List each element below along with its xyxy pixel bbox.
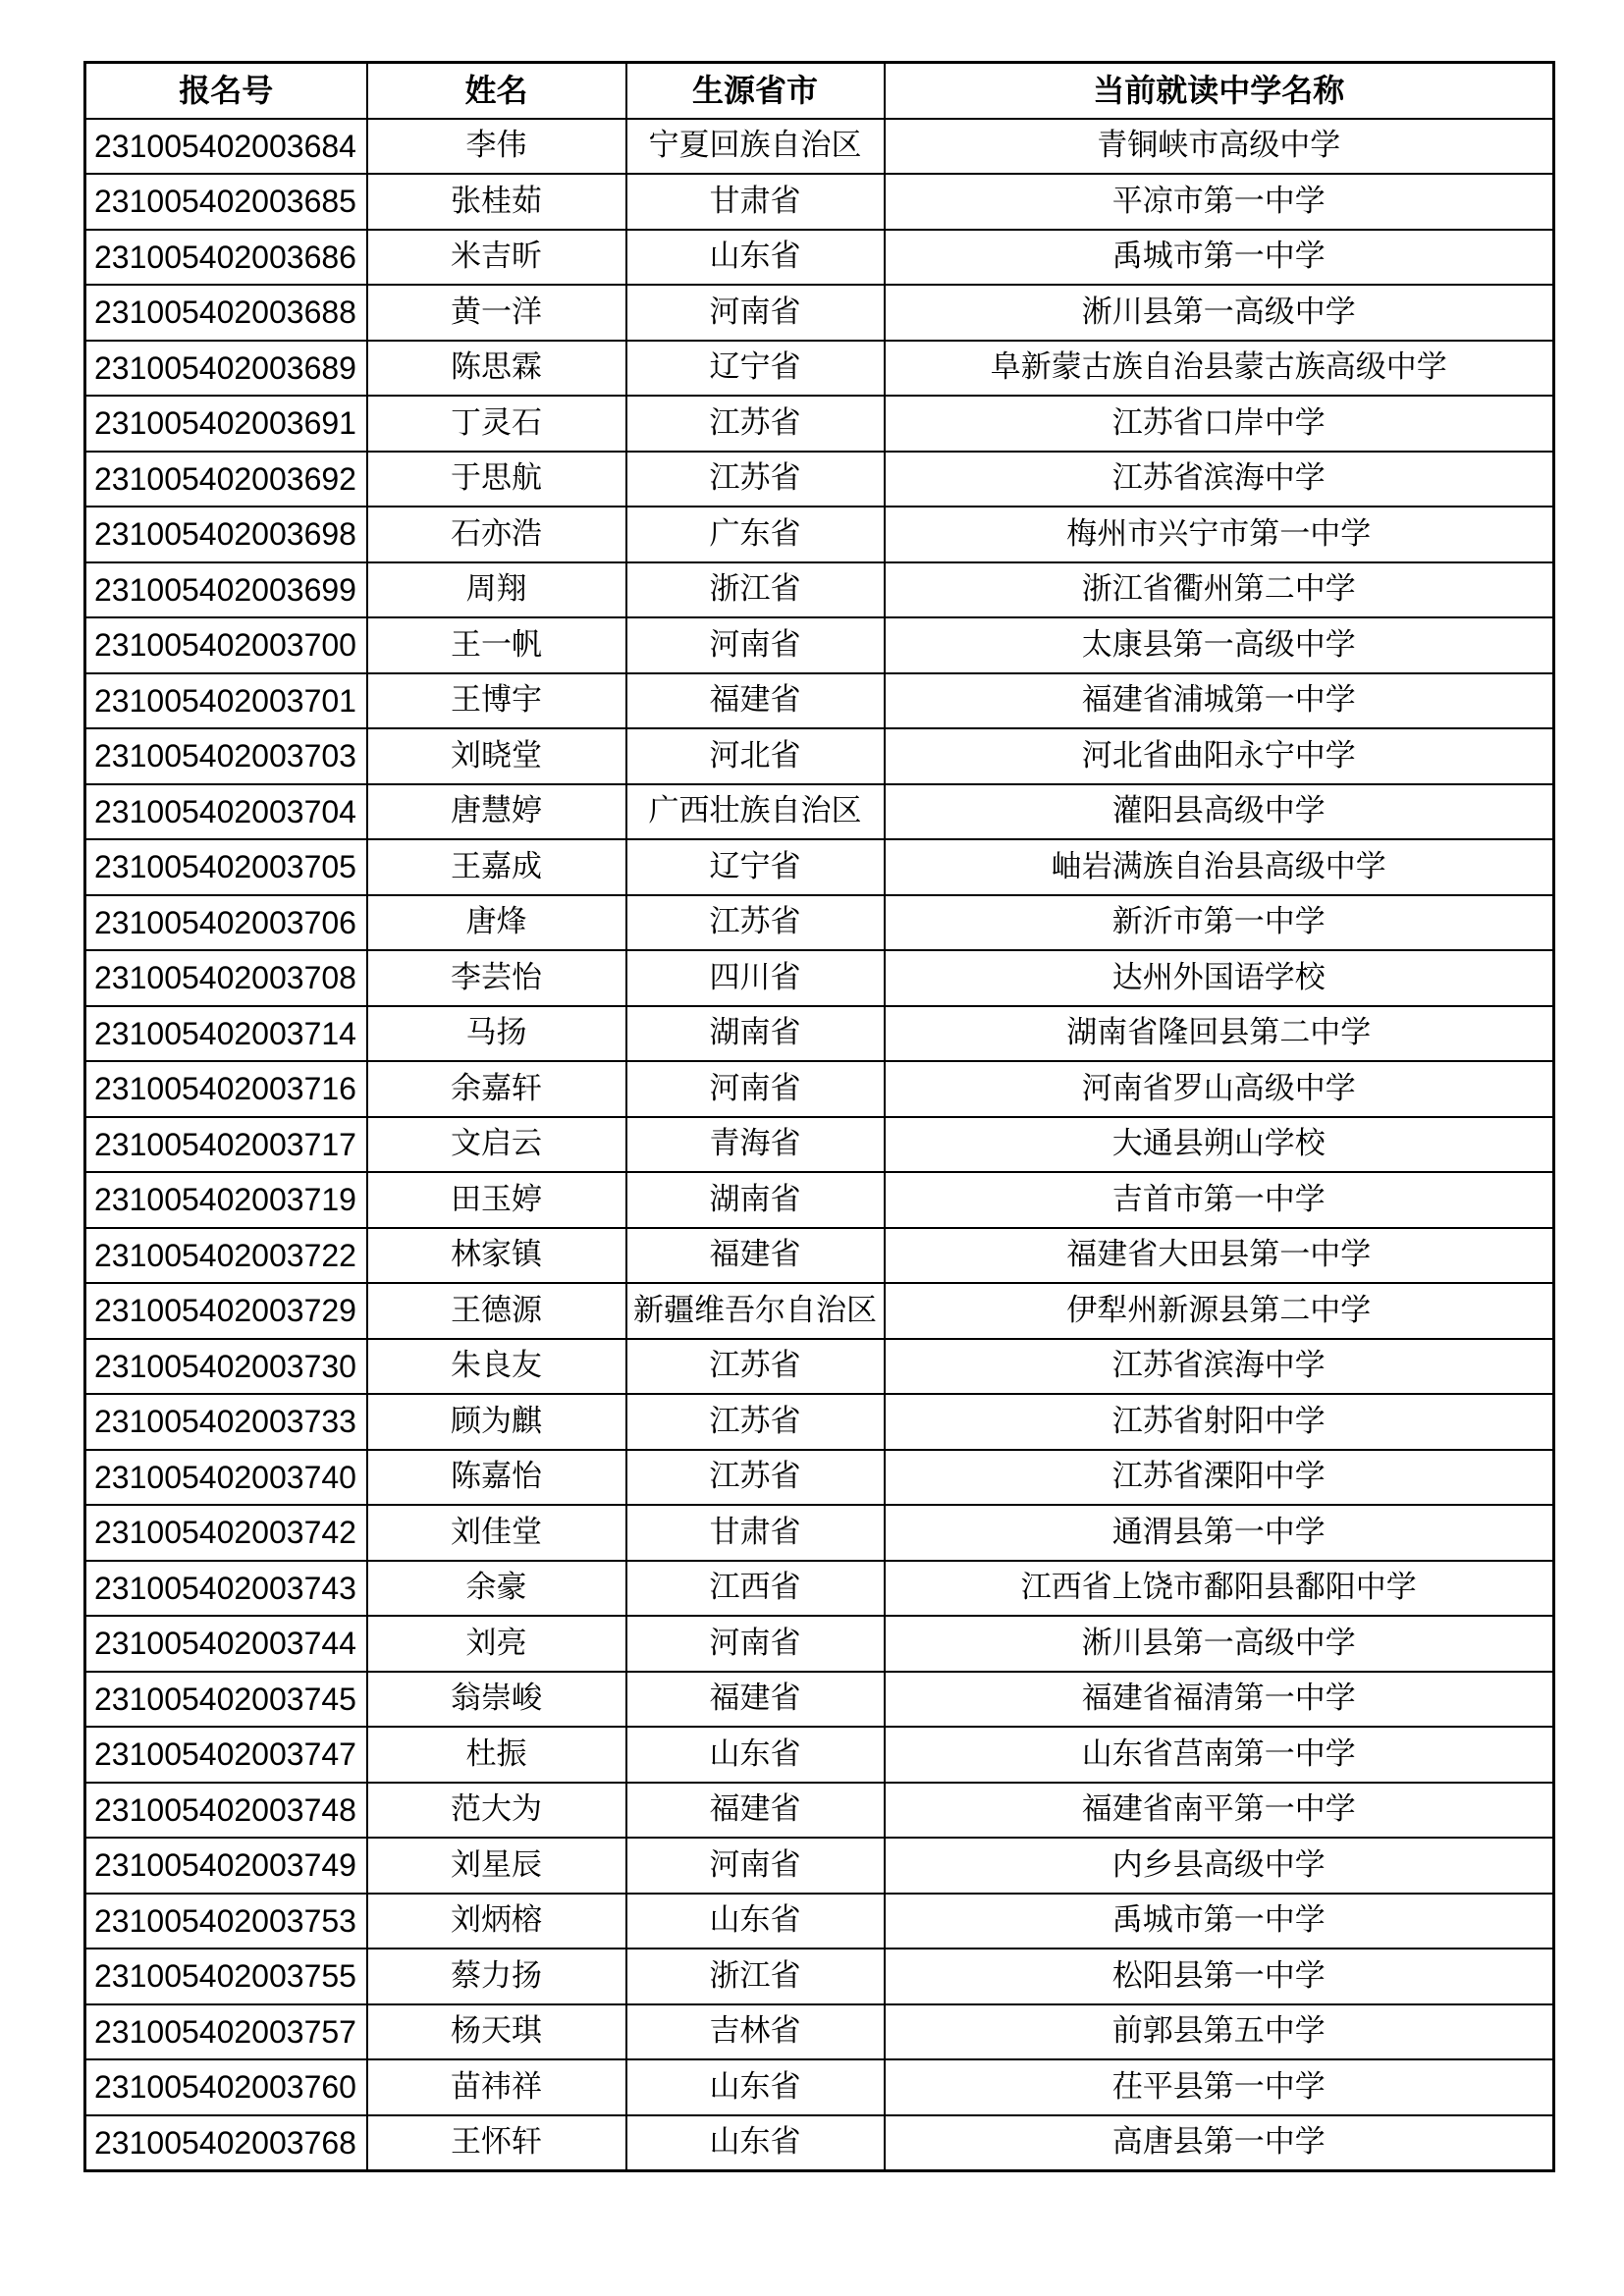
- cell-current-school: 岫岩满族自治县高级中学: [885, 839, 1554, 895]
- cell-name: 余豪: [367, 1561, 626, 1617]
- cell-origin-province: 广东省: [626, 507, 885, 562]
- cell-origin-province: 福建省: [626, 1672, 885, 1728]
- cell-registration-number: 231005402003685: [85, 174, 367, 230]
- cell-registration-number: 231005402003744: [85, 1616, 367, 1672]
- cell-current-school: 禹城市第一中学: [885, 1894, 1554, 1949]
- cell-name: 杨天琪: [367, 2004, 626, 2060]
- cell-current-school: 达州外国语学校: [885, 950, 1554, 1006]
- cell-registration-number: 231005402003684: [85, 119, 367, 175]
- cell-current-school: 河南省罗山高级中学: [885, 1061, 1554, 1117]
- table-row: [85, 1061, 1554, 1117]
- table-row: [85, 728, 1554, 784]
- cell-name: 张桂茹: [367, 174, 626, 230]
- cell-name: 刘晓堂: [367, 728, 626, 784]
- table-row: [85, 119, 1554, 175]
- cell-origin-province: 甘肃省: [626, 1505, 885, 1561]
- cell-current-school: 江苏省口岸中学: [885, 396, 1554, 452]
- cell-registration-number: 231005402003708: [85, 950, 367, 1006]
- cell-origin-province: 浙江省: [626, 1949, 885, 2004]
- table-row: [85, 1339, 1554, 1395]
- cell-registration-number: 231005402003745: [85, 1672, 367, 1728]
- cell-registration-number: 231005402003701: [85, 673, 367, 729]
- cell-name: 王博宇: [367, 673, 626, 729]
- cell-origin-province: 吉林省: [626, 2004, 885, 2060]
- cell-current-school: 湖南省隆回县第二中学: [885, 1006, 1554, 1062]
- cell-name: 蔡力扬: [367, 1949, 626, 2004]
- cell-registration-number: 231005402003768: [85, 2115, 367, 2171]
- document-page: [83, 61, 1552, 2172]
- cell-name: 余嘉轩: [367, 1061, 626, 1117]
- cell-name: 翁崇峻: [367, 1672, 626, 1728]
- table-row: [85, 507, 1554, 562]
- cell-origin-province: 宁夏回族自治区: [626, 119, 885, 175]
- table-row: [85, 341, 1554, 397]
- cell-registration-number: 231005402003705: [85, 839, 367, 895]
- table-row: [85, 1394, 1554, 1450]
- table-row: [85, 2115, 1554, 2171]
- cell-registration-number: 231005402003688: [85, 285, 367, 341]
- table-row: [85, 617, 1554, 673]
- cell-name: 唐烽: [367, 895, 626, 951]
- cell-name: 文启云: [367, 1117, 626, 1173]
- table-row: [85, 285, 1554, 341]
- cell-current-school: 大通县朔山学校: [885, 1117, 1554, 1173]
- cell-registration-number: 231005402003749: [85, 1838, 367, 1894]
- cell-current-school: 江苏省射阳中学: [885, 1394, 1554, 1450]
- table-row: [85, 673, 1554, 729]
- cell-registration-number: 231005402003733: [85, 1394, 367, 1450]
- cell-origin-province: 辽宁省: [626, 839, 885, 895]
- cell-registration-number: 231005402003747: [85, 1727, 367, 1783]
- cell-registration-number: 231005402003706: [85, 895, 367, 951]
- header-current-school: 当前就读中学名称: [885, 63, 1554, 119]
- cell-registration-number: 231005402003699: [85, 562, 367, 618]
- cell-registration-number: 231005402003703: [85, 728, 367, 784]
- cell-current-school: 福建省福清第一中学: [885, 1672, 1554, 1728]
- cell-current-school: 平凉市第一中学: [885, 174, 1554, 230]
- cell-registration-number: 231005402003719: [85, 1172, 367, 1228]
- cell-current-school: 淅川县第一高级中学: [885, 1616, 1554, 1672]
- cell-current-school: 福建省南平第一中学: [885, 1783, 1554, 1839]
- cell-name: 马扬: [367, 1006, 626, 1062]
- cell-registration-number: 231005402003740: [85, 1450, 367, 1506]
- cell-origin-province: 河南省: [626, 1061, 885, 1117]
- table-row: [85, 1450, 1554, 1506]
- cell-name: 范大为: [367, 1783, 626, 1839]
- cell-name: 米吉昕: [367, 230, 626, 286]
- cell-current-school: 新沂市第一中学: [885, 895, 1554, 951]
- cell-name: 陈思霖: [367, 341, 626, 397]
- table-row: [85, 1117, 1554, 1173]
- table-row: [85, 1838, 1554, 1894]
- cell-current-school: 淅川县第一高级中学: [885, 285, 1554, 341]
- table-row: [85, 1283, 1554, 1339]
- cell-name: 黄一洋: [367, 285, 626, 341]
- table-row: [85, 784, 1554, 840]
- table-row: [85, 1783, 1554, 1839]
- cell-current-school: 河北省曲阳永宁中学: [885, 728, 1554, 784]
- table-row: [85, 1672, 1554, 1728]
- cell-origin-province: 甘肃省: [626, 174, 885, 230]
- table-row: [85, 230, 1554, 286]
- cell-origin-province: 福建省: [626, 1228, 885, 1284]
- cell-origin-province: 河北省: [626, 728, 885, 784]
- cell-registration-number: 231005402003686: [85, 230, 367, 286]
- cell-registration-number: 231005402003742: [85, 1505, 367, 1561]
- cell-registration-number: 231005402003698: [85, 507, 367, 562]
- cell-registration-number: 231005402003748: [85, 1783, 367, 1839]
- cell-current-school: 阜新蒙古族自治县蒙古族高级中学: [885, 341, 1554, 397]
- cell-name: 陈嘉怡: [367, 1450, 626, 1506]
- cell-origin-province: 山东省: [626, 1894, 885, 1949]
- table-row: [85, 2004, 1554, 2060]
- cell-registration-number: 231005402003704: [85, 784, 367, 840]
- admission-list-table: [83, 61, 1555, 2172]
- cell-origin-province: 山东省: [626, 230, 885, 286]
- table-row: [85, 950, 1554, 1006]
- table-body: [85, 119, 1554, 2171]
- cell-name: 王德源: [367, 1283, 626, 1339]
- cell-current-school: 高唐县第一中学: [885, 2115, 1554, 2171]
- cell-origin-province: 四川省: [626, 950, 885, 1006]
- table-row: [85, 174, 1554, 230]
- table-row: [85, 1228, 1554, 1284]
- cell-origin-province: 江苏省: [626, 1394, 885, 1450]
- cell-origin-province: 福建省: [626, 1783, 885, 1839]
- cell-registration-number: 231005402003760: [85, 2059, 367, 2115]
- cell-name: 丁灵石: [367, 396, 626, 452]
- cell-registration-number: 231005402003700: [85, 617, 367, 673]
- cell-current-school: 吉首市第一中学: [885, 1172, 1554, 1228]
- cell-current-school: 福建省浦城第一中学: [885, 673, 1554, 729]
- cell-name: 刘亮: [367, 1616, 626, 1672]
- cell-registration-number: 231005402003717: [85, 1117, 367, 1173]
- cell-current-school: 江苏省滨海中学: [885, 452, 1554, 507]
- cell-current-school: 灌阳县高级中学: [885, 784, 1554, 840]
- cell-origin-province: 青海省: [626, 1117, 885, 1173]
- table-row: [85, 1172, 1554, 1228]
- cell-name: 李芸怡: [367, 950, 626, 1006]
- cell-registration-number: 231005402003729: [85, 1283, 367, 1339]
- table-row: [85, 2059, 1554, 2115]
- cell-registration-number: 231005402003755: [85, 1949, 367, 2004]
- cell-origin-province: 山东省: [626, 2115, 885, 2171]
- cell-registration-number: 231005402003691: [85, 396, 367, 452]
- cell-registration-number: 231005402003692: [85, 452, 367, 507]
- table-row: [85, 1616, 1554, 1672]
- cell-origin-province: 江苏省: [626, 1450, 885, 1506]
- cell-current-school: 福建省大田县第一中学: [885, 1228, 1554, 1284]
- cell-name: 李伟: [367, 119, 626, 175]
- cell-name: 唐慧婷: [367, 784, 626, 840]
- cell-name: 于思航: [367, 452, 626, 507]
- cell-origin-province: 山东省: [626, 1727, 885, 1783]
- cell-current-school: 通渭县第一中学: [885, 1505, 1554, 1561]
- cell-name: 顾为麒: [367, 1394, 626, 1450]
- cell-origin-province: 江苏省: [626, 895, 885, 951]
- cell-name: 刘炳榕: [367, 1894, 626, 1949]
- cell-current-school: 梅州市兴宁市第一中学: [885, 507, 1554, 562]
- cell-origin-province: 河南省: [626, 617, 885, 673]
- cell-name: 苗祎祥: [367, 2059, 626, 2115]
- cell-current-school: 伊犁州新源县第二中学: [885, 1283, 1554, 1339]
- cell-current-school: 江苏省滨海中学: [885, 1339, 1554, 1395]
- header-origin-province: 生源省市: [626, 63, 885, 119]
- table-row: [85, 1006, 1554, 1062]
- cell-registration-number: 231005402003743: [85, 1561, 367, 1617]
- cell-origin-province: 新疆维吾尔自治区: [626, 1283, 885, 1339]
- cell-current-school: 前郭县第五中学: [885, 2004, 1554, 2060]
- cell-origin-province: 江苏省: [626, 452, 885, 507]
- cell-origin-province: 河南省: [626, 285, 885, 341]
- cell-name: 王一帆: [367, 617, 626, 673]
- cell-current-school: 浙江省衢州第二中学: [885, 562, 1554, 618]
- table-header: [85, 63, 1554, 119]
- table-row: [85, 1505, 1554, 1561]
- cell-origin-province: 辽宁省: [626, 341, 885, 397]
- table-row: [85, 895, 1554, 951]
- cell-origin-province: 福建省: [626, 673, 885, 729]
- cell-current-school: 江西省上饶市鄱阳县鄱阳中学: [885, 1561, 1554, 1617]
- cell-name: 朱良友: [367, 1339, 626, 1395]
- cell-current-school: 内乡县高级中学: [885, 1838, 1554, 1894]
- cell-current-school: 太康县第一高级中学: [885, 617, 1554, 673]
- cell-registration-number: 231005402003716: [85, 1061, 367, 1117]
- cell-origin-province: 江苏省: [626, 396, 885, 452]
- cell-name: 杜振: [367, 1727, 626, 1783]
- header-registration-number: 报名号: [85, 63, 367, 119]
- cell-origin-province: 湖南省: [626, 1172, 885, 1228]
- cell-origin-province: 河南省: [626, 1838, 885, 1894]
- cell-origin-province: 湖南省: [626, 1006, 885, 1062]
- cell-name: 王怀轩: [367, 2115, 626, 2171]
- cell-name: 周翔: [367, 562, 626, 618]
- cell-name: 刘佳堂: [367, 1505, 626, 1561]
- cell-registration-number: 231005402003722: [85, 1228, 367, 1284]
- cell-current-school: 禹城市第一中学: [885, 230, 1554, 286]
- cell-origin-province: 江西省: [626, 1561, 885, 1617]
- table-row: [85, 562, 1554, 618]
- table-row: [85, 1727, 1554, 1783]
- cell-origin-province: 广西壮族自治区: [626, 784, 885, 840]
- table-row: [85, 1894, 1554, 1949]
- cell-current-school: 茌平县第一中学: [885, 2059, 1554, 2115]
- cell-current-school: 青铜峡市高级中学: [885, 119, 1554, 175]
- cell-name: 王嘉成: [367, 839, 626, 895]
- cell-origin-province: 山东省: [626, 2059, 885, 2115]
- cell-name: 田玉婷: [367, 1172, 626, 1228]
- cell-current-school: 山东省莒南第一中学: [885, 1727, 1554, 1783]
- cell-name: 林家镇: [367, 1228, 626, 1284]
- cell-registration-number: 231005402003753: [85, 1894, 367, 1949]
- cell-registration-number: 231005402003689: [85, 341, 367, 397]
- cell-registration-number: 231005402003730: [85, 1339, 367, 1395]
- cell-registration-number: 231005402003714: [85, 1006, 367, 1062]
- table-row: [85, 1561, 1554, 1617]
- table-row: [85, 1949, 1554, 2004]
- header-name: 姓名: [367, 63, 626, 119]
- cell-current-school: 江苏省溧阳中学: [885, 1450, 1554, 1506]
- table-row: [85, 452, 1554, 507]
- table-row: [85, 839, 1554, 895]
- cell-name: 石亦浩: [367, 507, 626, 562]
- cell-origin-province: 浙江省: [626, 562, 885, 618]
- header-row: [85, 63, 1554, 119]
- cell-name: 刘星辰: [367, 1838, 626, 1894]
- cell-origin-province: 江苏省: [626, 1339, 885, 1395]
- table-row: [85, 396, 1554, 452]
- cell-origin-province: 河南省: [626, 1616, 885, 1672]
- cell-registration-number: 231005402003757: [85, 2004, 367, 2060]
- cell-current-school: 松阳县第一中学: [885, 1949, 1554, 2004]
